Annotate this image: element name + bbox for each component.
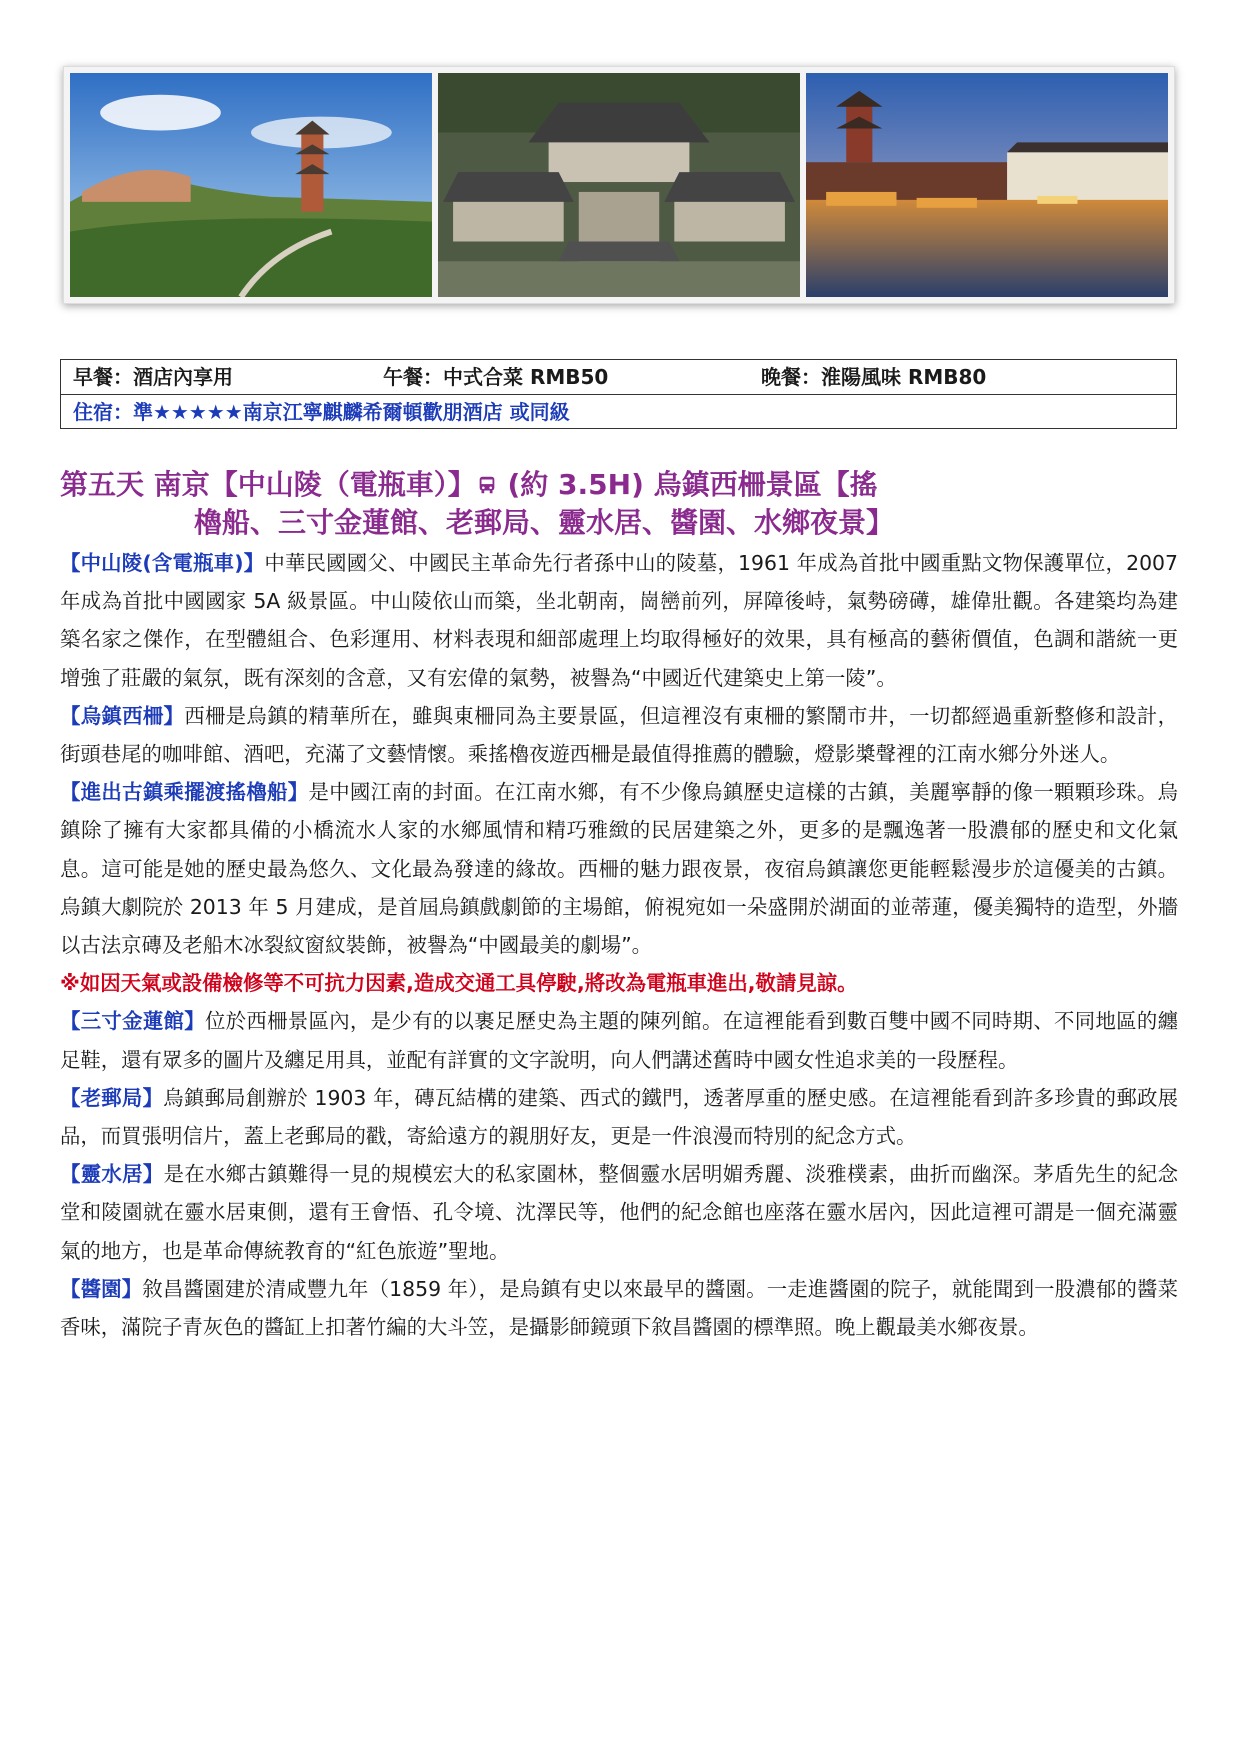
photo-banner: [63, 66, 1175, 304]
breakfast-text: 早餐：酒店內享用: [73, 365, 233, 389]
section-lotus-museum: [60, 1002, 1178, 1078]
lunch-text: 午餐：中式合菜 RMB50: [383, 365, 609, 389]
section-post-office: [60, 1079, 1178, 1155]
day-title-part-a: 第五天 南京【中山陵（電瓶車）】: [60, 468, 476, 501]
dinner-text: 晚餐：淮陽風味 RMB80: [761, 365, 987, 389]
meals-row: [61, 360, 1176, 395]
day-title-line1: [60, 466, 1180, 504]
section-zhongshan: [60, 544, 1178, 697]
section-heading: 【進出古鎮乘擺渡搖櫓船】: [60, 780, 309, 805]
section-body: 中華民國國父、中國民主革命先行者孫中山的陵墓，1961 年成為首批中國重點文物保護單位，2007 年成為首批中國國家 5A 級景區。中山陵依山而築，坐北朝南，崗巒前列，屏障後峙，氣勢磅礡，雄偉壯觀。各建築均為建築名家之傑作，在型體組合、色彩運用、材料表現和細部處理上均取得極好的效果，具有極高的藝術價值，色調和諧統一更增強了莊嚴的氣氛，既有深刻的含意，又有宏偉的氣勢，被譽為“中國近代建築史上第一陵”。: [60, 551, 1179, 690]
section-body: 敘昌醬園建於清咸豐九年（1859 年），是烏鎮有史以來最早的醬園。一走進醬園的院子，就能聞到一股濃郁的醬菜香味，滿院子青灰色的醬缸上扣著竹編的大斗笠，是攝影師鏡頭下敘昌醬園的標準照。晚上觀最美水鄉夜景。: [60, 1276, 1178, 1340]
warning-text: ※如因天氣或設備檢修等不可抗力因素,造成交通工具停駛,將改為電瓶車進出,敬請見諒。: [60, 971, 858, 996]
photo-water-town: [806, 73, 1168, 297]
section-body: 是在水鄉古鎮難得一見的規模宏大的私家園林，整個靈水居明媚秀麗、淡雅樸素，曲折而幽深。茅盾先生的紀念堂和陵園就在靈水居東側，還有王會悟、孔令境、沈澤民等，他們的紀念館也座落在靈水居內，因此這裡可謂是一個充滿靈氣的地方，也是革命傳統教育的“紅色旅遊”聖地。: [60, 1162, 1179, 1263]
section-body: 是中國江南的封面。在江南水鄉，有不少像烏鎮歷史這樣的古鎮，美麗寧靜的像一顆顆珍珠。烏鎮除了擁有大家都具備的小橋流水人家的水鄉風情和精巧雅緻的民居建築之外，更多的是飄逸著一股濃郁的歷史和文化氣息。這可能是她的歷史最為悠久、文化最為發達的緣故。西柵的魅力跟夜景，夜宿烏鎮讓您更能輕鬆漫步於這優美的古鎮。烏鎮大劇院於 2013 年 5 月建成，是首屆烏鎮戲劇節的主場館，俯視宛如一朵盛開於湖面的並蒂蓮，優美獨特的造型，外牆以古法京磚及老船木冰裂紋窗紋裝飾，被譽為“中國最美的劇場”。: [60, 780, 1178, 958]
hotel-row: [61, 395, 1176, 429]
section-body: 西柵是烏鎮的精華所在，雖與東柵同為主要景區，但這裡沒有東柵的繁鬧市井，一切都經過重新整修和設計，街頭巷尾的咖啡館、酒吧，充滿了文藝情懷。乘搖櫓夜遊西柵是最值得推薦的體驗，燈影槳聲裡的江南水鄉分外迷人。: [60, 703, 1179, 767]
section-heading: 【醬園】: [60, 1276, 143, 1301]
section-heading: 【中山陵(含電瓶車)】: [60, 551, 265, 575]
section-body: 位於西柵景區內，是少有的以裹足歷史為主題的陳列館。在這裡能看到數百雙中國不同時期、不同地區的纏足鞋，還有眾多的圖片及纏足用具，並配有詳實的文字說明，向人們講述舊時中國女性追求美的一段歷程。: [60, 1009, 1178, 1072]
meals-table: [60, 359, 1177, 429]
section-lingshuiju: [60, 1155, 1178, 1270]
bus-icon: [476, 474, 498, 496]
section-body: 烏鎮郵局創辦於 1903 年，磚瓦結構的建築、西式的鐵門，透著厚重的歷史感。在這裡能看到許多珍貴的郵政展品，而買張明信片，蓋上老郵局的戳，寄給遠方的親朋好友，更是一件浪漫而特別的紀念方式。: [60, 1085, 1179, 1149]
section-heading: 【三寸金蓮館】: [60, 1009, 205, 1034]
photo-temple-roofs: [438, 73, 800, 297]
day-title-part-b: (約 3.5H) 烏鎮西柵景區【搖: [497, 468, 878, 501]
section-xizha: [60, 697, 1178, 773]
photo-mausoleum: [70, 73, 432, 297]
warning-notice: [60, 964, 1178, 1002]
hotel-text: 住宿：準★★★★★南京江寧麒麟希爾頓歡朋酒店 或同級: [73, 400, 570, 424]
section-ferry: [60, 773, 1178, 964]
section-sauce-garden: [60, 1270, 1178, 1346]
section-heading: 【老郵局】: [60, 1085, 164, 1110]
section-heading: 【靈水居】: [60, 1162, 164, 1187]
itinerary-content: [60, 544, 1178, 1346]
section-heading: 【烏鎮西柵】: [60, 703, 185, 728]
day-title: [60, 466, 1180, 542]
day-title-line2: 櫓船、三寸金蓮館、老郵局、靈水居、醬園、水鄉夜景】: [194, 506, 895, 539]
